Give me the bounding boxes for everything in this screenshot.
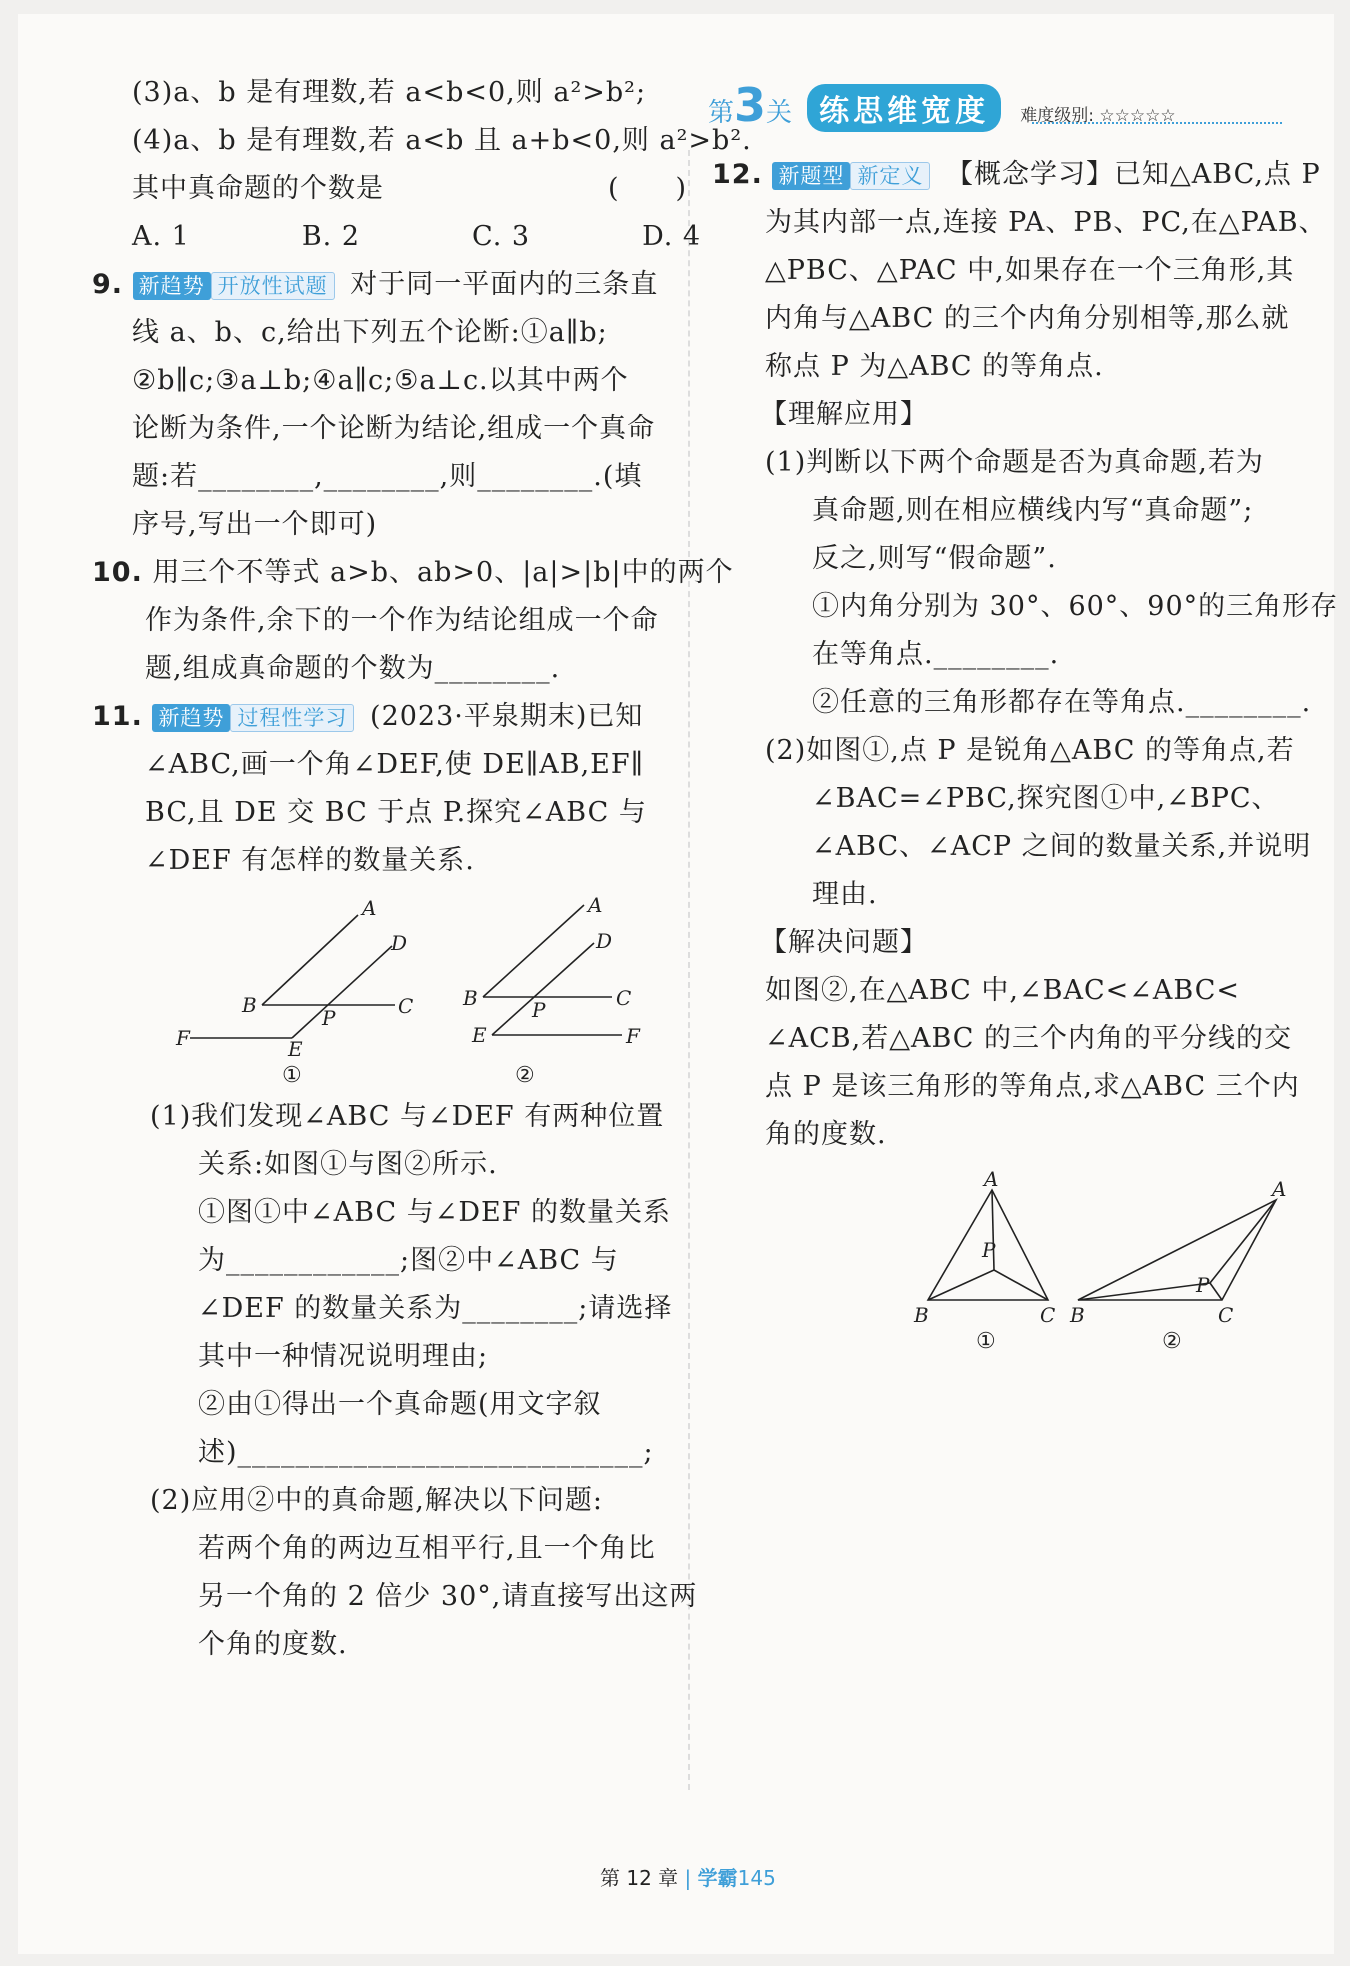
q11-sub-line: 若两个角的两边互相平行,且一个角比 xyxy=(198,1533,656,1564)
label-c: C xyxy=(616,986,632,1010)
q12-line: ②任意的三角形都存在等角点.________. xyxy=(812,687,1312,718)
q9-line: 题:若________,________,则________.(填 xyxy=(132,461,643,492)
q12-line: ①内角分别为 30°、60°、90°的三角形存 xyxy=(812,591,1339,622)
q11-sub-line: (2)应用②中的真命题,解决以下问题: xyxy=(150,1485,603,1516)
line-ba xyxy=(483,905,584,997)
q11-sub-line: 关系:如图①与图②所示. xyxy=(198,1149,498,1180)
caption-2: ② xyxy=(515,1063,535,1085)
caption-1: ① xyxy=(282,1063,302,1085)
header-di: 第 xyxy=(708,98,735,128)
q9-first-line xyxy=(92,268,658,302)
label-b: B xyxy=(463,986,478,1010)
label-d: D xyxy=(391,931,408,955)
q9-text: 对于同一平面内的三条直 xyxy=(350,269,659,300)
segment-pb xyxy=(1078,1283,1210,1300)
label-c: C xyxy=(1218,1303,1234,1327)
q10-line: 题,组成真命题的个数为________. xyxy=(145,653,561,684)
q8-option-3: (3)a、b 是有理数,若 a<b<0,则 a²>b²; xyxy=(132,77,647,108)
segment-pa xyxy=(1210,1200,1276,1283)
q12-line: ∠BAC=∠PBC,探究图①中,∠BPC、 xyxy=(812,783,1280,814)
q8-option-4: (4)a、b 是有理数,若 a<b 且 a+b<0,则 a²>b². xyxy=(132,125,752,156)
q11-sub-line: ∠DEF 的数量关系为________;请选择 xyxy=(198,1293,673,1324)
header-dotted-rule xyxy=(1032,122,1282,124)
label-e: E xyxy=(472,1023,487,1047)
q8-choices: A. 1 B. 2 C. 3 D. 4 xyxy=(132,221,702,252)
q11-tag-sub: 过程性学习 xyxy=(230,704,354,732)
header-number: 3 xyxy=(734,78,767,132)
label-a: A xyxy=(1272,1177,1287,1201)
q10-text: 用三个不等式 a>b、ab>0、|a|>|b|中的两个 xyxy=(152,557,734,588)
q11-sub-line: 其中一种情况说明理由; xyxy=(198,1341,489,1372)
label-c: C xyxy=(1040,1303,1056,1327)
q11-figure-1 xyxy=(175,896,413,1085)
label-a: A xyxy=(362,896,377,920)
label-f: F xyxy=(176,1026,190,1050)
q12-text: 【概念学习】已知△ABC,点 P xyxy=(946,159,1321,190)
q9-line: 论断为条件,一个论断为结论,组成一个真命 xyxy=(132,413,656,444)
q12-line: (2)如图①,点 P 是锐角△ABC 的等角点,若 xyxy=(765,735,1295,766)
caption-1: ① xyxy=(976,1329,996,1354)
q11-sub-line: 述)____________________________; xyxy=(198,1437,654,1468)
triangle-abc xyxy=(1078,1200,1276,1300)
q11-figures xyxy=(170,885,670,1085)
label-p: P xyxy=(532,998,546,1022)
q12-heading-understand: 【理解应用】 xyxy=(760,399,928,430)
q9-number: 9. xyxy=(92,269,124,300)
q10-number: 10. xyxy=(92,557,143,588)
column-divider xyxy=(688,150,690,1790)
q11-sub-line: (1)我们发现∠ABC 与∠DEF 有两种位置 xyxy=(150,1101,665,1132)
label-a: A xyxy=(984,1167,999,1191)
q11-sub-line: ②由①得出一个真命题(用文字叙 xyxy=(198,1389,602,1420)
q11-line: ∠ABC,画一个角∠DEF,使 DE∥AB,EF∥ xyxy=(145,749,645,780)
q12-line: ∠ACB,若△ABC 的三个内角的平分线的交 xyxy=(765,1023,1293,1054)
q11-sub-line: 为____________;图②中∠ABC 与 xyxy=(198,1245,619,1276)
label-c: C xyxy=(398,994,414,1018)
page-number: 145 xyxy=(737,1866,776,1890)
q12-line: 在等角点.________. xyxy=(812,639,1060,670)
page-footer: 第 12 章 | 学霸145 xyxy=(600,1866,776,1890)
q10-first-line xyxy=(92,556,734,590)
q12-line: 称点 P 为△ABC 的等角点. xyxy=(765,351,1104,382)
q12-figures xyxy=(900,1160,1300,1360)
header-guan: 关 xyxy=(766,98,793,128)
q11-tag-main: 新趋势 xyxy=(152,704,230,732)
q12-tag-main: 新题型 xyxy=(772,162,850,190)
q12-tag-sub: 新定义 xyxy=(850,162,930,190)
q12-line: 为其内部一点,连接 PA、PB、PC,在△PAB、 xyxy=(765,207,1327,238)
label-p: P xyxy=(982,1238,996,1262)
label-e: E xyxy=(288,1037,303,1061)
q11-number: 11. xyxy=(92,701,143,732)
q9-line: 序号,写出一个即可) xyxy=(132,509,378,540)
q9-tag-sub: 开放性试题 xyxy=(211,272,335,300)
q11-sub-line: 个角的度数. xyxy=(198,1629,348,1660)
q12-line: 反之,则写“假命题”. xyxy=(812,543,1057,574)
label-b: B xyxy=(914,1303,929,1327)
q11-text: (2023·平泉期末)已知 xyxy=(370,701,644,732)
q11-line: BC,且 DE 交 BC 于点 P.探究∠ABC 与 xyxy=(145,797,647,828)
label-p: P xyxy=(322,1006,336,1030)
q9-tag-main: 新趋势 xyxy=(133,272,211,300)
q12-line: 点 P 是该三角形的等角点,求△ABC 三个内 xyxy=(765,1071,1300,1102)
q12-line: 内角与△ABC 的三个内角分别相等,那么就 xyxy=(765,303,1290,334)
caption-2: ② xyxy=(1162,1329,1182,1354)
q9-line: 线 a、b、c,给出下列五个论断:①a∥b; xyxy=(132,317,608,348)
label-b: B xyxy=(242,993,257,1017)
q12-line: ∠ABC、∠ACP 之间的数量关系,并说明 xyxy=(812,831,1312,862)
q11-sub-line: ①图①中∠ABC 与∠DEF 的数量关系 xyxy=(198,1197,672,1228)
q11-sub-line: 另一个角的 2 倍少 30°,请直接写出这两 xyxy=(198,1581,698,1612)
segment-pb xyxy=(928,1270,994,1300)
q11-first-line xyxy=(92,700,643,734)
q12-first-line xyxy=(712,158,1321,192)
q12-figure-2 xyxy=(1069,1177,1286,1354)
label-b: B xyxy=(1070,1303,1085,1327)
q11-line: ∠DEF 有怎样的数量关系. xyxy=(145,845,475,876)
label-f: F xyxy=(626,1024,640,1048)
label-d: D xyxy=(596,929,613,953)
q12-figure-1 xyxy=(913,1167,1055,1354)
q11-figure-2 xyxy=(462,893,641,1085)
line-ed xyxy=(292,946,392,1038)
footer-brand: 学霸 xyxy=(697,1866,738,1890)
q12-line: (1)判断以下两个命题是否为真命题,若为 xyxy=(765,447,1264,478)
segment-pc xyxy=(1210,1283,1222,1300)
q12-line: 真命题,则在相应横线内写“真命题”; xyxy=(812,495,1254,526)
q12-number: 12. xyxy=(712,159,763,190)
label-a: A xyxy=(588,893,603,917)
q12-line: 如图②,在△ABC 中,∠BAC<∠ABC< xyxy=(765,975,1241,1006)
difficulty-rating: 难度级别: ☆☆☆☆☆ xyxy=(1020,106,1176,126)
header-title: 练思维宽度 xyxy=(807,84,1001,132)
q12-heading-solve: 【解决问题】 xyxy=(760,927,928,958)
q10-line: 作为条件,余下的一个作为结论组成一个命 xyxy=(145,605,659,636)
footer-chapter: 第 12 章 xyxy=(600,1866,679,1890)
q9-line: ②b∥c;③a⊥b;④a∥c;⑤a⊥c.以其中两个 xyxy=(132,365,629,396)
label-p: P xyxy=(1196,1273,1210,1297)
q12-line: 理由. xyxy=(812,879,878,910)
q12-line: 角的度数. xyxy=(765,1119,887,1150)
q8-question: 其中真命题的个数是 ( ) xyxy=(132,173,688,204)
q12-line: △PBC、△PAC 中,如果存在一个三角形,其 xyxy=(765,255,1295,286)
